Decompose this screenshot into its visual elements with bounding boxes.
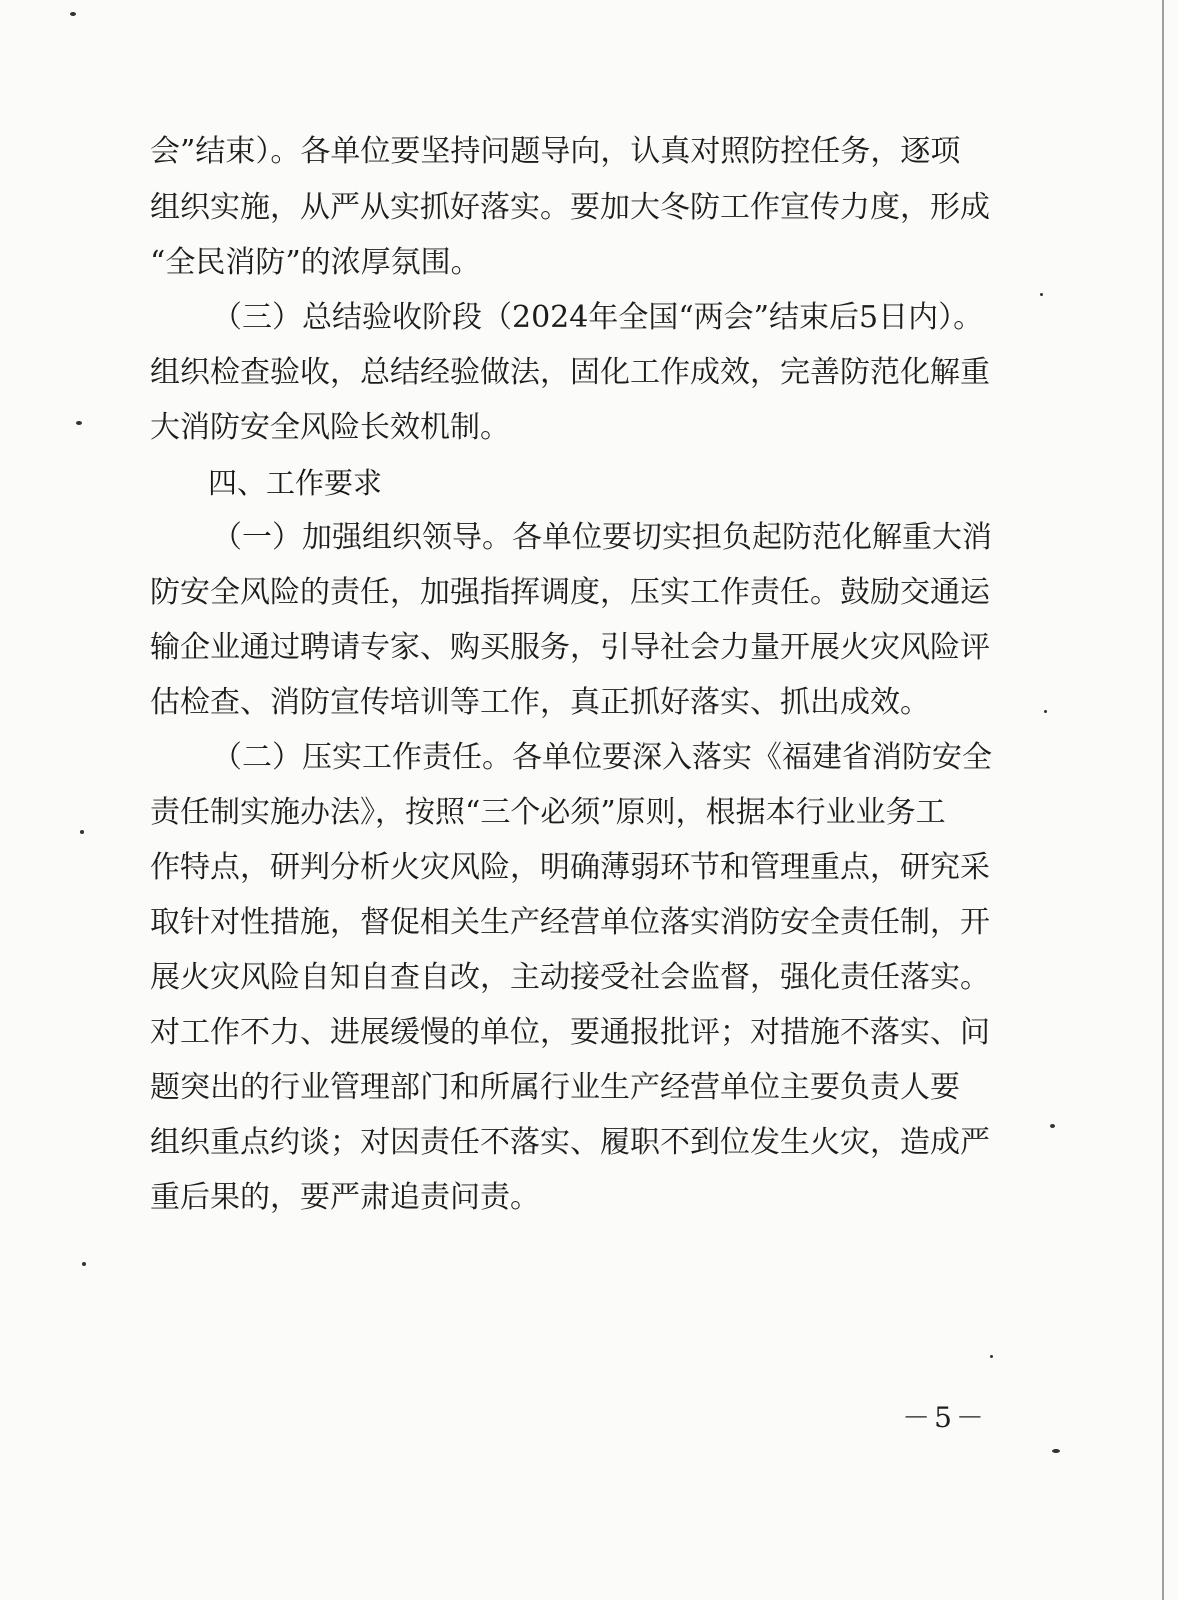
section-heading: 四、工作要求 xyxy=(208,466,383,500)
body-line: 重后果的，要严肃追责问责。 xyxy=(150,1180,540,1215)
scan-speck xyxy=(76,421,82,425)
body-line: “全民消防”的浓厚氛围。 xyxy=(150,245,481,280)
body-line: 对工作不力、进展缓慢的单位，要通报批评；对措施不落实、问 xyxy=(150,1015,990,1050)
body-line: 题突出的行业管理部门和所属行业生产经营单位主要负责人要 xyxy=(150,1070,960,1105)
body-line: （一）加强组织领导。各单位要切实担负起防范化解重大消 xyxy=(212,520,992,555)
body-line: 输企业通过聘请专家、购买服务，引导社会力量开展火灾风险评 xyxy=(150,630,990,665)
body-line: 展火灾风险自知自查自改，主动接受社会监督，强化责任落实。 xyxy=(150,960,990,995)
scan-speck xyxy=(80,830,84,834)
body-line: 会”结束）。各单位要坚持问题导向，认真对照防控任务，逐项 xyxy=(150,134,961,169)
scan-speck xyxy=(70,12,76,16)
scan-edge xyxy=(1162,0,1164,1600)
body-line: 取针对性措施，督促相关生产经营单位落实消防安全责任制，开 xyxy=(150,905,990,940)
body-line: 作特点，研判分析火灾风险，明确薄弱环节和管理重点，研究采 xyxy=(150,850,990,885)
scan-speck xyxy=(1050,1124,1055,1128)
scan-speck xyxy=(1052,1449,1060,1453)
scan-speck xyxy=(1044,710,1047,713)
body-line: 组织重点约谈；对因责任不落实、履职不到位发生火灾，造成严 xyxy=(150,1125,990,1160)
scan-speck xyxy=(82,1262,86,1266)
body-line: 估检查、消防宣传培训等工作，真正抓好落实、抓出成效。 xyxy=(150,685,930,720)
page-number: －5－ xyxy=(902,1401,988,1434)
body-line: 责任制实施办法》，按照“三个必须”原则，根据本行业业务工 xyxy=(150,795,946,830)
body-line: 大消防安全风险长效机制。 xyxy=(150,410,510,445)
scan-speck xyxy=(990,1355,993,1358)
scan-speck xyxy=(1040,293,1043,296)
body-line: （三）总结验收阶段（2024年全国“两会”结束后5日内）。 xyxy=(212,300,984,335)
body-line: 组织实施，从严从实抓好落实。要加大冬防工作宣传力度，形成 xyxy=(150,190,990,225)
body-line: 防安全风险的责任，加强指挥调度，压实工作责任。鼓励交通运 xyxy=(150,575,990,610)
body-line: （二）压实工作责任。各单位要深入落实《福建省消防安全 xyxy=(212,740,992,775)
body-line: 组织检查验收，总结经验做法，固化工作成效，完善防范化解重 xyxy=(150,355,990,390)
